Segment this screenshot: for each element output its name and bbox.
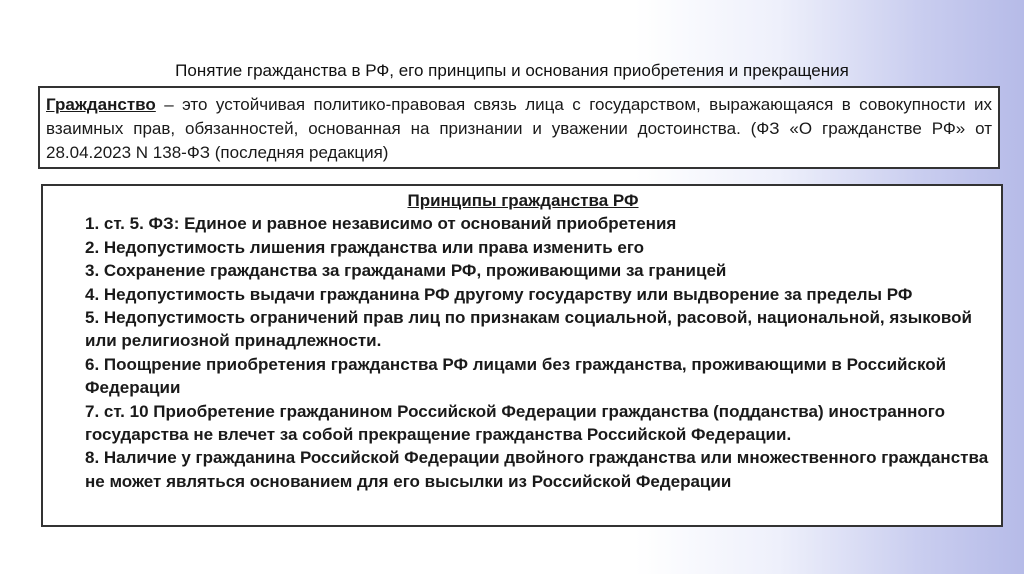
principle-item-6: 6. Поощрение приобретения гражданства РФ лицами без гражданства, проживающими в Российской Федерации	[85, 354, 947, 398]
principle-item-5: 5. Недопустимость ограничений прав лиц по признакам социальной, расовой, национальной, языковой или религиозной принадлежности.	[85, 308, 972, 351]
principle-item-1: 1. ст. 5. ФЗ: Единое и равное независимо от оснований приобретения	[85, 214, 677, 234]
principle-item-3: 3. Сохранение гражданства за гражданами РФ, проживающими за границей	[85, 261, 727, 281]
principle-item-8: 8. Наличие у гражданина Российской Федерации двойного гражданства или множественного гражданства не может являться основанием для его высылки из Российской Федерации	[85, 448, 989, 491]
slide-title: Понятие гражданства в РФ, его принципы и основания приобретения и прекращения	[175, 61, 849, 80]
principle-item-7: 7. ст. 10 Приобретение гражданином Российской Федерации гражданства (подданства) иностранного государства не влечет за собой прекращение гражданства Российской Федерации.	[85, 401, 946, 445]
principles-title: Принципы гражданства РФ	[407, 191, 639, 210]
definition-text: – это устойчивая политико-правовая связь лица с государством, выражающаяся в совокупности их взаимных прав, обязанностей, основанная на признании и уважении достоинства. (ФЗ «О гражданстве РФ» от 28.04.2023 N 138-ФЗ (последняя редакция)	[46, 95, 992, 162]
principles-list	[85, 212, 991, 493]
definition-box	[38, 86, 1000, 169]
principles-box	[41, 184, 1003, 527]
principle-item-2: 2. Недопустимость лишения гражданства или права изменить его	[85, 237, 645, 257]
definition-term: Гражданство	[46, 95, 156, 114]
principle-item-4: 4. Недопустимость выдачи гражданина РФ другому государству или выдворение за пределы РФ	[85, 284, 913, 304]
